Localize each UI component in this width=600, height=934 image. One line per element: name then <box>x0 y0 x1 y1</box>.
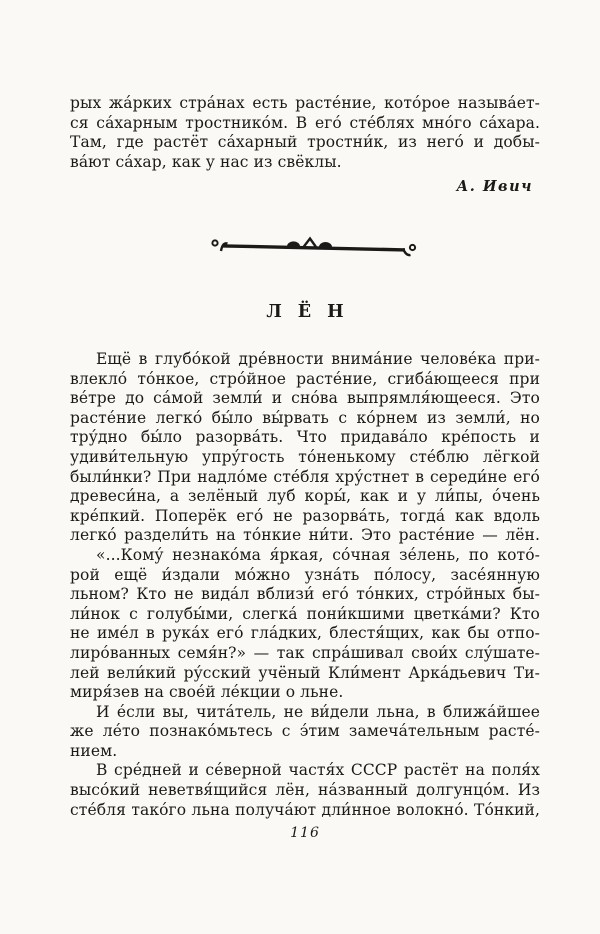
text-line: ся са́харным тростнико́м. В его́ сте́блях мно́го са́хара. <box>70 113 540 132</box>
text-line: сте́бля тако́го льна получа́ют дли́нное волокно́. То́нкий, <box>70 800 540 819</box>
text-line: Ещё в глубо́кой дре́вности внима́ние челове́ка при- <box>96 350 540 368</box>
text-line: расте́ние легко́ бы́ло вы́рвать с ко́рнем из земли́, но <box>70 408 540 427</box>
text-line: лиро́ванных семя́н?» — так спра́шивал свои́х слу́шате- <box>70 643 540 662</box>
text-line: удиви́тельную упру́гость то́ненькому сте́блю лёгкой <box>70 447 540 466</box>
text-line: ва́ют са́хар, как у нас из свёклы. <box>70 152 342 171</box>
text-line: И е́сли вы, чита́тель, не ви́дели льна, в ближа́йшее <box>96 702 540 721</box>
text-line: лей вели́кий ру́сский учёный Кли́мент Арка́дьевич Ти- <box>70 663 540 682</box>
article-title: ЛЁН <box>266 302 360 322</box>
text-line: же ле́то познако́мьтесь с э́тим замеча́тельным расте́- <box>70 722 540 741</box>
text-line: нием. <box>70 741 118 760</box>
paragraph <box>70 761 540 820</box>
text-line: были́нки? При надло́ме сте́бля хру́стнет в середи́не его́ <box>70 467 540 486</box>
text-line: льном? Кто не вида́л вблизи́ его́ то́нких, стро́йных бы- <box>70 585 540 604</box>
text-line: В сре́дней и се́верной частя́х СССР растёт на поля́х <box>96 761 540 780</box>
text-line: влекло́ то́нкое, стро́йное расте́ние, сгиба́ющееся при <box>70 369 540 388</box>
text-line: Там, где растёт са́харный тростни́к, из него́ и добы- <box>70 133 540 152</box>
article-body <box>70 350 540 820</box>
author-signature: А. Ивич <box>456 178 533 195</box>
text-line: ли́нок с голубы́ми, слегка́ пони́кшими цветка́ми? Кто <box>70 604 540 623</box>
paragraph <box>70 703 540 762</box>
text-line: древеси́на, а зелёный луб коры́, как и у ли́пы, о́чень <box>70 487 540 506</box>
text-line: легко́ раздели́ть на то́нкие ни́ти. Это расте́ние — лён. <box>70 526 540 545</box>
text-line: рой ещё и́здали мо́жно узна́ть по́лосу, засе́янную <box>70 565 540 584</box>
section-divider <box>210 235 418 259</box>
text-line: высо́кий неветвя́щийся лён, на́званный долгунцо́м. Из <box>70 781 540 800</box>
text-line: тру́дно бы́ло разорва́ть. Что придава́ло кре́пость и <box>70 428 540 447</box>
paragraph <box>70 350 540 546</box>
text-line: «...Кому́ незнако́ма я́ркая, со́чная зе́лень, по кото́- <box>96 545 540 564</box>
page-number: 116 <box>290 825 320 841</box>
intro-paragraph <box>70 94 540 172</box>
text-line: ве́тре до са́мой земли́ и сно́ва выпрямля́ющееся. Это <box>70 389 540 408</box>
text-line: миря́зев на свое́й ле́кции о льне. <box>70 683 344 702</box>
text-line: кре́пкий. Поперёк его́ не разорва́ть, тогда́ как вдоль <box>70 506 540 525</box>
paragraph <box>70 546 540 703</box>
text-line: не име́л в рука́х его́ гла́дких, блестя́щих, как бы отпо- <box>70 624 540 643</box>
text-line: рых жа́рких стра́нах есть расте́ние, кото́рое называ́ет- <box>70 94 540 112</box>
ornament-rule-icon <box>210 235 418 259</box>
